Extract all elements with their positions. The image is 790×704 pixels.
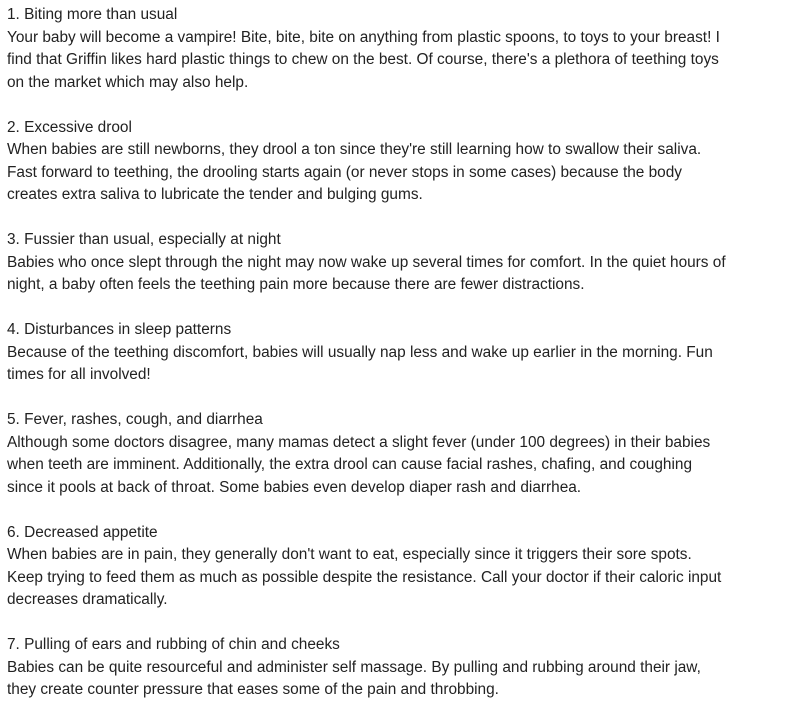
section-heading: 2. Excessive drool: [7, 118, 132, 136]
section-text-line: creates extra saliva to lubricate the tender and bulging gums.: [7, 186, 423, 203]
section-heading: 3. Fussier than usual, especially at night: [7, 231, 281, 248]
section-text-line: When babies are in pain, they generally don't want to eat, especially since it triggers their sore spots.: [7, 546, 692, 563]
section-text-line: Babies can be quite resourceful and administer self massage. By pulling and rubbing around their jaw,: [7, 658, 701, 676]
section-biting: [7, 4, 790, 94]
section-text-line: Keep trying to feed them as much as possible despite the resistance. Call your doctor if their caloric input: [7, 568, 722, 586]
section-text-line: since it pools at back of throat. Some babies even develop diaper rash and diarrhea.: [7, 478, 582, 496]
section-heading: 5. Fever, rashes, cough, and diarrhea: [7, 411, 263, 428]
section-text-line: night, a baby often feels the teething pain more because there are fewer distractions.: [7, 276, 585, 293]
section-drool: [7, 117, 790, 207]
section-text-line: Although some doctors disagree, many mamas detect a slight fever (under 100 degrees) in their babies: [7, 433, 711, 451]
section-text-line: times for all involved!: [7, 366, 151, 383]
section-heading: 6. Decreased appetite: [7, 523, 158, 541]
section-heading: 4. Disturbances in sleep patterns: [7, 321, 232, 338]
section-fever: [7, 409, 790, 499]
section-text-line: Your baby will become a vampire! Bite, bite, bite on anything from plastic spoons, to toys to your breast! I: [7, 28, 720, 46]
section-text-line: Because of the teething discomfort, babies will usually nap less and wake up earlier in the morning. Fun: [7, 343, 713, 361]
section-text-line: When babies are still newborns, they drool a ton since they're still learning how to swallow their saliva.: [7, 141, 702, 158]
section-text-line: find that Griffin likes hard plastic things to chew on the best. Of course, there's a plethora of teething toys: [7, 51, 719, 68]
section-text-line: Fast forward to teething, the drooling starts again (or never stops in some cases) because the body: [7, 163, 682, 181]
section-text-line: on the market which may also help.: [7, 73, 249, 91]
section-text-line: Babies who once slept through the night may now wake up several times for comfort. In the quiet hours of: [7, 253, 726, 271]
section-text-line: they create counter pressure that eases some of the pain and throbbing.: [7, 681, 499, 698]
section-sleep: [7, 319, 790, 387]
section-heading: 1. Biting more than usual: [7, 6, 178, 23]
section-appetite: [7, 522, 790, 612]
section-ears: [7, 634, 790, 702]
section-heading: 7. Pulling of ears and rubbing of chin and cheeks: [7, 636, 340, 653]
section-fussier: [7, 229, 790, 297]
section-text-line: when teeth are imminent. Additionally, the extra drool can cause facial rashes, chafing, and coughing: [7, 456, 693, 473]
section-text-line: decreases dramatically.: [7, 591, 168, 608]
